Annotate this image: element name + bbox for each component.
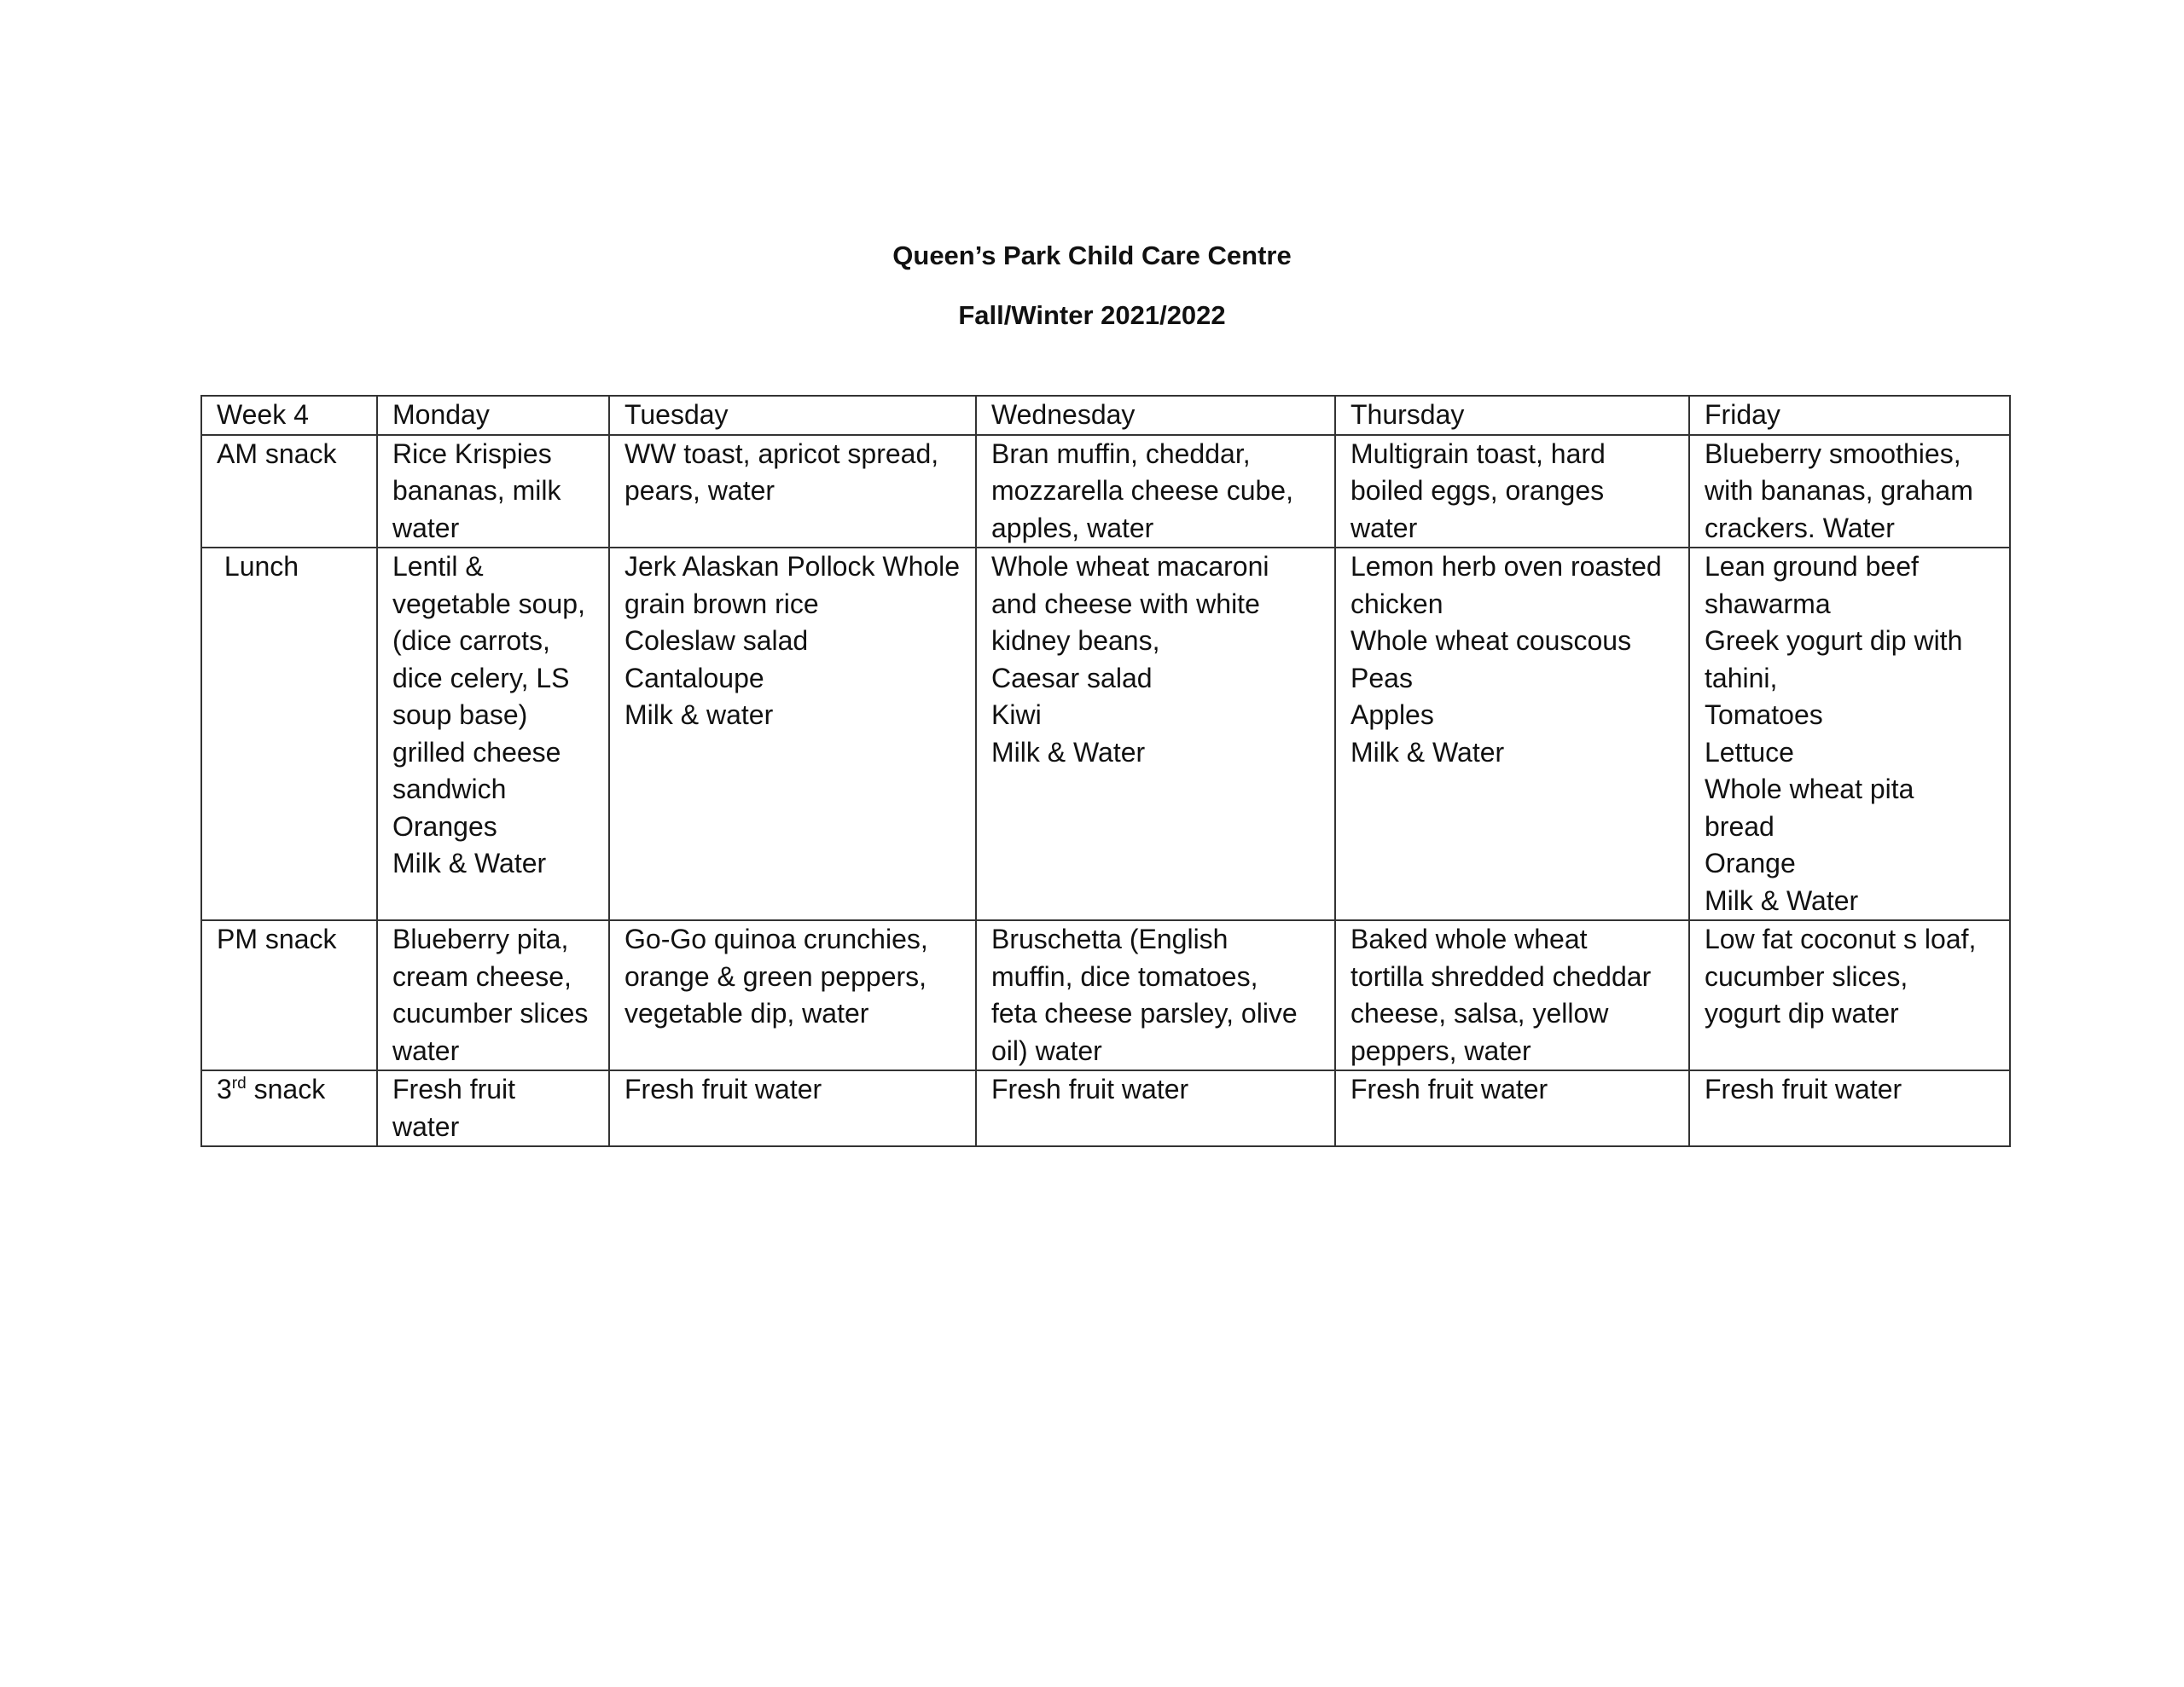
table-header-row: [201, 396, 2010, 435]
menu-item-line: kidney beans,: [991, 625, 1160, 656]
menu-cell: [377, 920, 609, 1070]
menu-item-line: Fresh fruit water: [624, 1074, 822, 1104]
document-title: Queen’s Park Child Care Centre: [892, 241, 1292, 270]
menu-item-line: tahini,: [1705, 662, 1778, 693]
menu-item-line: Lentil &: [392, 551, 484, 582]
menu-item-line: Bran muffin, cheddar,: [991, 438, 1251, 469]
menu-item-line: boiled eggs, oranges: [1350, 475, 1605, 506]
menu-item-line: cream cheese,: [392, 960, 572, 992]
menu-cell: [377, 1070, 609, 1146]
menu-item-line: Orange: [1705, 848, 1796, 878]
table-row-am-snack: [201, 435, 2010, 548]
menu-cell: [1335, 920, 1689, 1070]
menu-item-line: yogurt dip water: [1705, 998, 1899, 1029]
column-header-friday: Friday: [1689, 396, 2010, 435]
row-label-3rd-snack: [201, 1070, 377, 1146]
menu-item-line: peppers, water: [1350, 1035, 1531, 1066]
menu-item-line: Low fat coconut s loaf,: [1705, 924, 1977, 954]
menu-item-line: Milk & Water: [392, 848, 547, 878]
menu-item-line: Jerk Alaskan Pollock Whole: [624, 551, 961, 582]
menu-item-line: Milk & water: [624, 699, 774, 730]
menu-cell: [976, 435, 1335, 548]
menu-item-line: cheese, salsa, yellow: [1350, 998, 1609, 1029]
menu-item-line: orange & green peppers,: [624, 960, 927, 992]
menu-item-line: soup base): [392, 699, 528, 730]
menu-item-line: WW toast, apricot spread,: [624, 438, 939, 469]
column-header-wednesday: Wednesday: [976, 396, 1335, 435]
column-header-thursday: Thursday: [1335, 396, 1689, 435]
row-label-number: 3: [217, 1074, 232, 1104]
menu-item-line: Caesar salad: [991, 662, 1153, 693]
menu-item-line: water: [392, 1110, 460, 1142]
menu-item-line: Blueberry smoothies,: [1705, 438, 1961, 469]
menu-cell: [377, 435, 609, 548]
menu-item-line: oil) water: [991, 1035, 1102, 1066]
menu-item-line: Fresh fruit: [392, 1074, 516, 1104]
menu-item-line: cucumber slices,: [1705, 960, 1908, 992]
menu-cell: [976, 548, 1335, 920]
menu-item-line: crackers. Water: [1705, 512, 1895, 543]
menu-item-line: Fresh fruit water: [991, 1074, 1189, 1104]
menu-cell: [1335, 548, 1689, 920]
menu-item-line: Cantaloupe: [624, 662, 764, 693]
column-header-monday: Monday: [377, 396, 609, 435]
menu-item-line: bananas, milk: [392, 475, 561, 506]
menu-item-line: Milk & Water: [1350, 736, 1505, 768]
menu-item-line: Greek yogurt dip with: [1705, 625, 1963, 656]
menu-cell: [1689, 920, 2010, 1070]
document-subtitle: Fall/Winter 2021/2022: [958, 300, 1226, 330]
table-row-3rd-snack: [201, 1070, 2010, 1146]
menu-item-line: Whole wheat pita: [1705, 774, 1914, 804]
row-label-pm-snack: PM snack: [201, 920, 377, 1070]
row-label-ordinal: rd: [231, 1075, 247, 1093]
menu-item-line: dice celery, LS: [392, 662, 570, 693]
menu-cell: [609, 920, 976, 1070]
menu-item-line: chicken: [1350, 588, 1443, 619]
menu-cell: [976, 1070, 1335, 1146]
menu-cell: [976, 920, 1335, 1070]
menu-item-line: Tomatoes: [1705, 699, 1823, 730]
menu-cell: [1689, 548, 2010, 920]
menu-cell: [377, 548, 609, 920]
menu-item-line: Coleslaw salad: [624, 625, 809, 656]
menu-item-line: Lean ground beef: [1705, 551, 1919, 582]
menu-item-line: Fresh fruit water: [1350, 1074, 1548, 1104]
menu-cell: [609, 1070, 976, 1146]
menu-item-line: Apples: [1350, 699, 1434, 730]
row-label-text: snack: [246, 1074, 326, 1104]
menu-item-line: Bruschetta (English: [991, 924, 1228, 954]
row-label-lunch: Lunch: [201, 548, 377, 920]
menu-cell: [1689, 1070, 2010, 1146]
row-label-am-snack: AM snack: [201, 435, 377, 548]
menu-item-line: Whole wheat macaroni: [991, 551, 1269, 582]
menu-item-line: vegetable soup,: [392, 588, 585, 619]
menu-item-line: apples, water: [991, 512, 1154, 543]
menu-item-line: vegetable dip, water: [624, 998, 869, 1029]
menu-item-line: bread: [1705, 810, 1774, 842]
menu-item-line: Oranges: [392, 810, 497, 842]
menu-cell: [609, 548, 976, 920]
menu-item-line: Peas: [1350, 662, 1413, 693]
menu-item-line: water: [392, 512, 460, 543]
column-header-tuesday: Tuesday: [609, 396, 976, 435]
menu-cell: [609, 435, 976, 548]
menu-item-line: shawarma: [1705, 588, 1831, 619]
menu-item-line: with bananas, graham: [1705, 475, 1973, 506]
menu-item-line: Kiwi: [991, 699, 1042, 730]
table-body: [201, 435, 2010, 1147]
menu-item-line: tortilla shredded cheddar: [1350, 960, 1652, 992]
menu-item-line: Rice Krispies: [392, 438, 552, 469]
menu-item-line: mozzarella cheese cube,: [991, 475, 1293, 506]
column-header-week: Week 4: [201, 396, 377, 435]
menu-item-line: muffin, dice tomatoes,: [991, 960, 1258, 992]
menu-item-line: feta cheese parsley, olive: [991, 998, 1298, 1029]
menu-item-line: cucumber slices: [392, 998, 589, 1029]
menu-item-line: Whole wheat couscous: [1350, 625, 1632, 656]
menu-item-line: Baked whole wheat: [1350, 924, 1588, 954]
menu-item-line: Lettuce: [1705, 736, 1794, 768]
menu-table: [200, 395, 2011, 1147]
table-row-lunch: [201, 548, 2010, 920]
menu-item-line: Milk & Water: [991, 736, 1146, 768]
menu-item-line: (dice carrots,: [392, 625, 550, 656]
menu-item-line: Go-Go quinoa crunchies,: [624, 924, 928, 954]
menu-cell: [1335, 435, 1689, 548]
menu-item-line: pears, water: [624, 475, 775, 506]
menu-item-line: Blueberry pita,: [392, 924, 569, 954]
menu-item-line: water: [392, 1035, 460, 1066]
menu-item-line: Milk & Water: [1705, 884, 1859, 916]
menu-item-line: sandwich: [392, 774, 507, 804]
menu-cell: [1335, 1070, 1689, 1146]
menu-item-line: Fresh fruit water: [1705, 1074, 1902, 1104]
menu-item-line: and cheese with white: [991, 588, 1260, 619]
menu-item-line: grain brown rice: [624, 588, 819, 619]
table-row-pm-snack: [201, 920, 2010, 1070]
menu-cell: [1689, 435, 2010, 548]
menu-item-line: water: [1350, 512, 1418, 543]
menu-item-line: Lemon herb oven roasted: [1350, 551, 1662, 582]
menu-item-line: Multigrain toast, hard: [1350, 438, 1606, 469]
menu-item-line: grilled cheese: [392, 736, 561, 768]
